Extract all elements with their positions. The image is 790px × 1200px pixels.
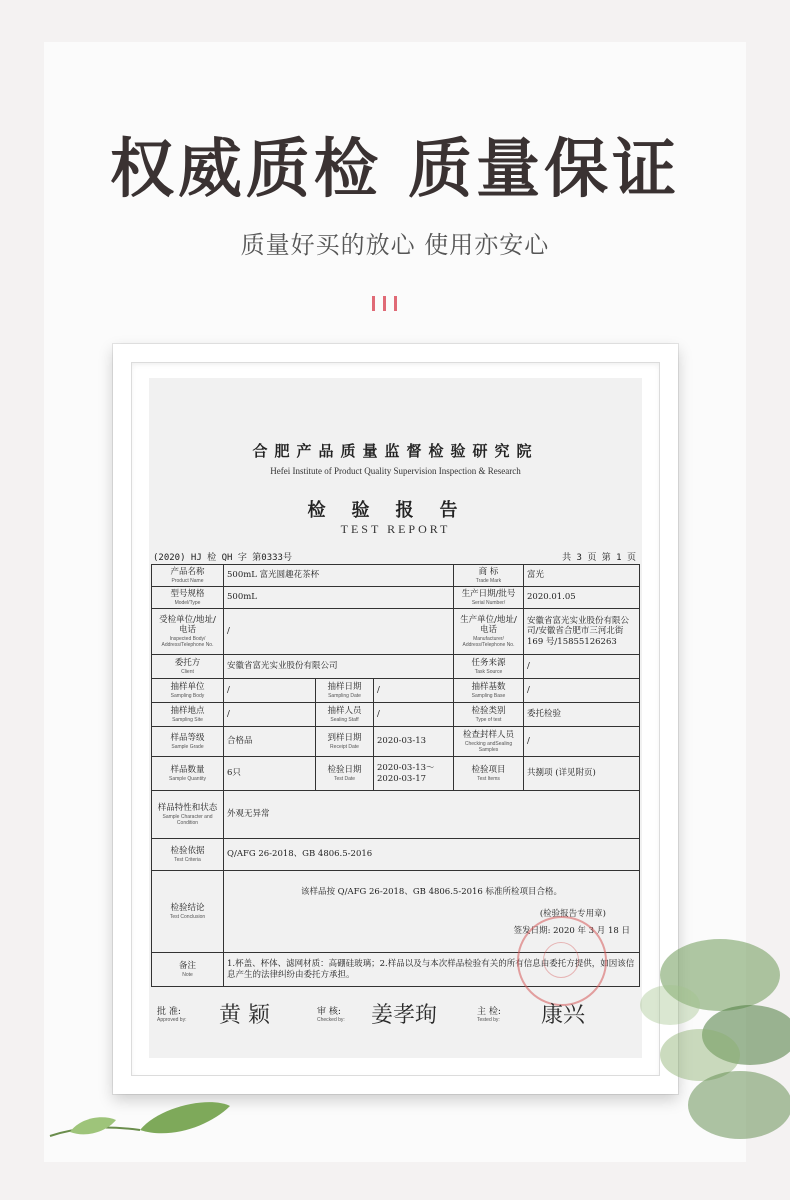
label-model: 型号规格 Model/Type — [152, 587, 224, 609]
label-receipt-date: 到样日期 Receipt Date — [316, 727, 374, 757]
page-count: 共 3 页 第 1 页 — [562, 553, 636, 563]
value-sampling-site: / — [224, 703, 316, 727]
value-test-date: 2020-03-13～ 2020-03-17 — [374, 757, 454, 791]
value-sample-grade: 合格品 — [224, 727, 316, 757]
page-title: 权威质检 质量保证 — [109, 133, 681, 207]
label-product-name: 产品名称 Product Name — [152, 565, 224, 587]
institute-name-en: Hefei Institute of Product Quality Supervision Inspection & Research — [270, 466, 521, 476]
signature-row — [149, 998, 642, 1042]
value-sampling-staff: / — [374, 703, 454, 727]
report-number: (2020) HJ 检 QH 字 第0333号 — [153, 553, 292, 563]
picture-frame — [113, 344, 678, 1094]
report-title-cn: 检验报告 — [307, 500, 484, 521]
label-test-items: 检验项目 Test Items — [454, 757, 524, 791]
conclusion-text: 该样品按 Q/AFG 26-2018、GB 4806.5-2016 标准所检项目合格。 — [300, 886, 563, 897]
label-sampling-staff: 抽样人员 Sealing Staff — [316, 703, 374, 727]
value-test-criteria: Q/AFG 26-2018、GB 4806.5-2016 — [224, 839, 640, 871]
label-sample-quantity: 样品数量 Sample Quantity — [152, 757, 224, 791]
institute-name-cn: 合肥产品质量监督检验研究院 — [252, 442, 539, 460]
label-sample-character: 样品特性和状态 Sample Character and Condition — [152, 791, 224, 839]
value-sampling-base: / — [524, 679, 640, 703]
value-product-name: 500mL 富光圆趣花茶杯 — [224, 565, 454, 587]
label-test-conclusion: 检验结论 Test Conclusion — [152, 871, 224, 953]
label-checking-samples: 检查封样人员 Checking andSealing Samples — [454, 727, 524, 757]
value-manufacturer: 安徽省富光实业股份有限公司/安徽省合肥市三河北街 169 号/15855126263 — [524, 609, 640, 655]
plant-decoration-icon — [600, 905, 790, 1165]
value-client: 安徽省富光实业股份有限公司 — [224, 655, 454, 679]
tested-signature: 康兴 — [541, 1003, 586, 1028]
label-note: 备注 Note — [152, 953, 224, 987]
report-title-en: TEST REPORT — [340, 522, 451, 536]
value-checking-samples: / — [524, 727, 640, 757]
value-inspected-body: / — [224, 609, 454, 655]
label-sampling-site: 抽样地点 Sampling Site — [152, 703, 224, 727]
seal-note: (检验报告专用章) — [539, 909, 606, 920]
label-client: 委托方 Client — [152, 655, 224, 679]
value-task-source: / — [524, 655, 640, 679]
value-type-of-test: 委托检验 — [524, 703, 640, 727]
accent-ticks — [372, 296, 418, 312]
label-trade-mark: 商 标 Trade Mark — [454, 565, 524, 587]
value-sampling-body: / — [224, 679, 316, 703]
test-report-document — [149, 378, 642, 1058]
issue-date: 签发日期: 2020 年 3 月 18 日 — [513, 925, 630, 936]
value-trade-mark: 富光 — [524, 565, 640, 587]
label-test-criteria: 检验依据 Test Criteria — [152, 839, 224, 871]
label-type-of-test: 检验类别 Type of test — [454, 703, 524, 727]
leaf-decoration-icon — [40, 1096, 240, 1146]
label-serial: 生产日期/批号 Serial Number/ — [454, 587, 524, 609]
official-seal — [517, 916, 607, 1006]
label-sampling-base: 抽样基数 Sampling Base — [454, 679, 524, 703]
value-serial: 2020.01.05 — [524, 587, 640, 609]
label-task-source: 任务来源 Task Source — [454, 655, 524, 679]
label-sample-grade: 样品等级 Sample Grade — [152, 727, 224, 757]
value-sample-character: 外观无异常 — [224, 791, 640, 839]
value-sample-quantity: 6只 — [224, 757, 316, 791]
label-sampling-date: 抽样日期 Sampling Date — [316, 679, 374, 703]
page-subtitle: 质量好买的放心 使用亦安心 — [240, 231, 550, 259]
label-test-date: 检验日期 Test Date — [316, 757, 374, 791]
checked-signature: 姜孝珣 — [371, 1003, 438, 1028]
approved-signature: 黄 颖 — [219, 1003, 270, 1028]
value-model: 500mL — [224, 587, 454, 609]
tested-label: 主 检: Tested by: — [477, 1007, 501, 1023]
approved-label: 批 准: Approved by: — [157, 1007, 187, 1023]
value-test-items: 共捌项 (详见附页) — [524, 757, 640, 791]
value-note: 1.杯盖、杯体、滤网材质：高硼硅玻璃；2.样品以及与本次样品检验有关的所有信息由委托方提供，如因该信息产生的法律纠纷由委托方承担。 — [224, 953, 640, 987]
label-sampling-body: 抽样单位 Sampling Body — [152, 679, 224, 703]
value-sampling-date: / — [374, 679, 454, 703]
label-inspected-body: 受检单位/地址/电话 Inspected Body/ Address/Telephone No. — [152, 609, 224, 655]
checked-label: 审 核: Checked by: — [317, 1007, 345, 1023]
label-manufacturer: 生产单位/地址/电话 Manufacturer/ Address/Telephone No. — [454, 609, 524, 655]
value-receipt-date: 2020-03-13 — [374, 727, 454, 757]
